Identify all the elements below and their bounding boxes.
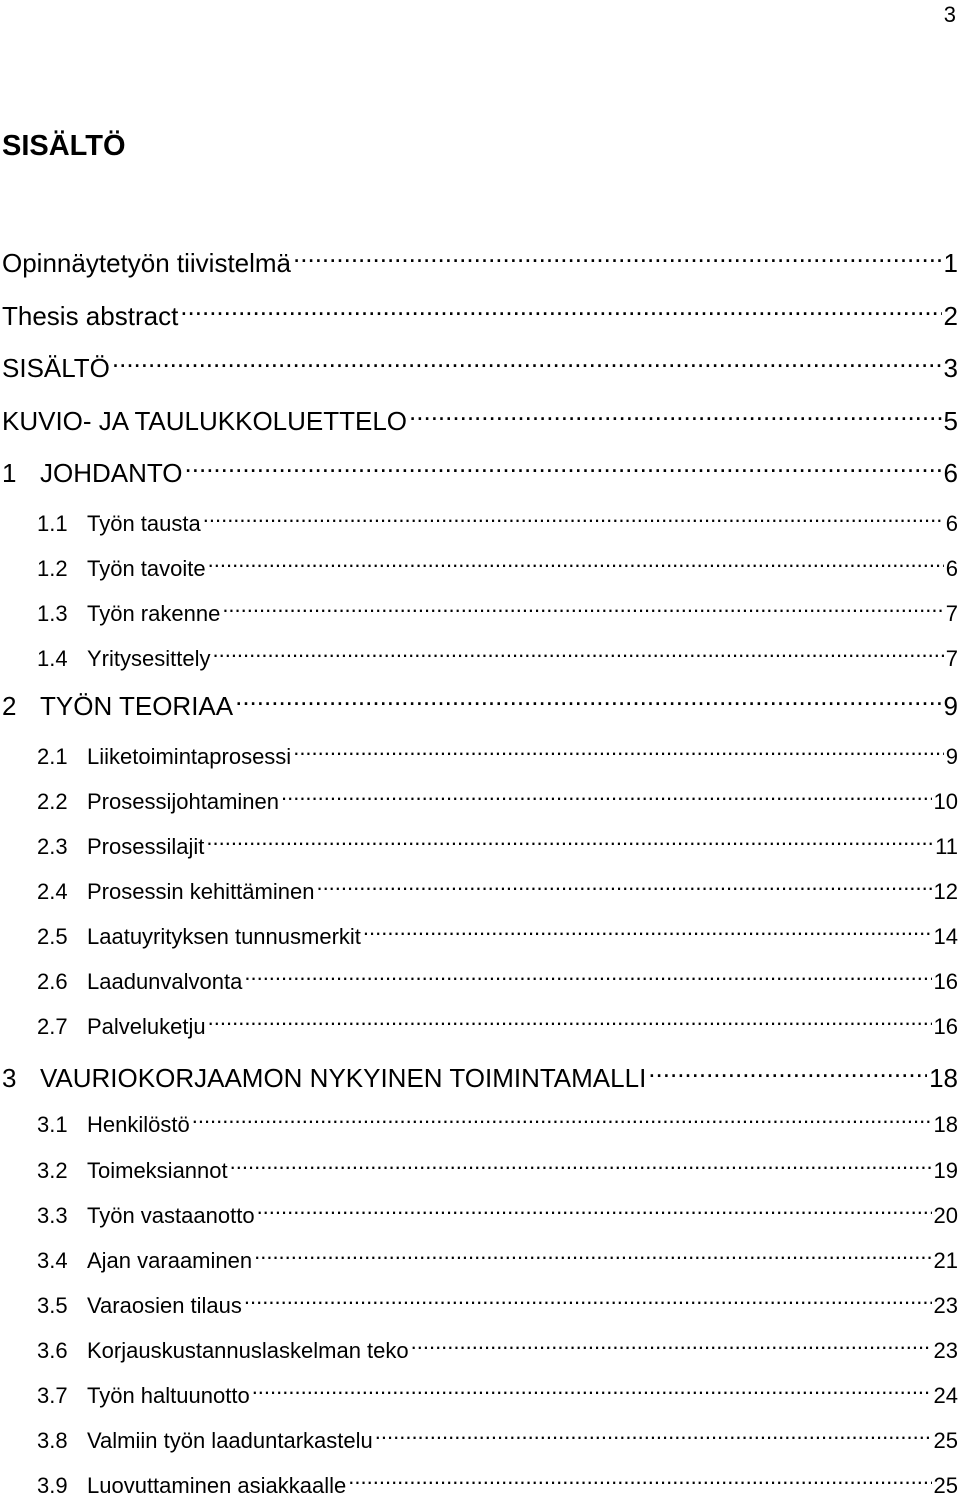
toc-page: 6 [945, 511, 958, 536]
toc-title: Varaosien tilaus [87, 1293, 242, 1318]
toc-number: 3.2 [37, 1158, 68, 1183]
toc-leader [206, 822, 933, 854]
toc-page: 21 [933, 1248, 958, 1273]
toc-entry[interactable] [0, 1100, 958, 1137]
toc-entry[interactable] [0, 234, 958, 278]
toc-leader [254, 1236, 931, 1268]
toc-page: 25 [933, 1473, 958, 1498]
toc-page: 1 [943, 248, 958, 278]
page-number: 3 [943, 2, 956, 27]
toc-number: 3 [2, 1063, 17, 1093]
toc-title: Prosessin kehittäminen [87, 879, 315, 904]
toc-entry[interactable] [0, 544, 958, 581]
toc-leader [252, 1371, 932, 1403]
toc-leader [409, 392, 942, 430]
toc-number: 3.6 [37, 1338, 68, 1363]
toc-number: 2.3 [37, 834, 68, 859]
toc-title: Laadunvalvonta [87, 969, 243, 994]
toc-number: 3.3 [37, 1203, 68, 1228]
toc-leader [363, 912, 932, 944]
toc-leader [257, 1191, 932, 1223]
toc-entry[interactable] [0, 1146, 958, 1183]
toc-leader [375, 1416, 932, 1448]
toc-leader [203, 499, 944, 531]
toc-page: 14 [933, 924, 958, 949]
toc-title: SISÄLTÖ [2, 353, 110, 383]
toc-entry[interactable] [0, 1236, 958, 1273]
toc-page: 6 [945, 556, 958, 581]
toc-number: 3.9 [37, 1473, 68, 1498]
toc-page: 7 [945, 646, 958, 671]
toc-leader [648, 1049, 927, 1087]
toc-page: 6 [943, 458, 958, 488]
toc-page: 18 [933, 1112, 958, 1137]
toc-leader [185, 444, 942, 482]
toc-leader [180, 287, 941, 325]
toc-entry[interactable] [0, 867, 958, 904]
toc-page: 18 [929, 1063, 958, 1093]
page-title: SISÄLTÖ [2, 130, 126, 162]
toc-entry[interactable] [0, 777, 958, 814]
toc-leader [293, 732, 944, 764]
toc-title: Työn haltuunotto [87, 1383, 250, 1408]
toc-number: 2.2 [37, 789, 68, 814]
toc-entry[interactable] [0, 1002, 958, 1039]
toc-page: 2 [943, 301, 958, 331]
toc-entry[interactable] [0, 339, 958, 383]
toc-page: 11 [935, 834, 958, 859]
toc-number: 3.1 [37, 1112, 68, 1137]
toc-leader [235, 677, 941, 715]
toc-entry[interactable] [0, 1416, 958, 1453]
toc-leader [281, 777, 932, 809]
toc-number: 3.8 [37, 1428, 68, 1453]
toc-leader [112, 339, 942, 377]
toc-entry[interactable] [0, 1371, 958, 1408]
toc-entry[interactable] [0, 589, 958, 626]
toc-entry[interactable] [0, 1191, 958, 1228]
toc-page: 24 [933, 1383, 958, 1408]
toc-title: Prosessilajit [87, 834, 205, 859]
toc-leader [192, 1100, 932, 1132]
toc-number: 1.3 [37, 601, 68, 626]
toc-page: 9 [945, 744, 958, 769]
toc-number: 1 [2, 458, 17, 488]
toc-number: 1.1 [37, 511, 68, 536]
toc-title: Korjauskustannuslaskelman teko [87, 1338, 409, 1363]
toc-page: 23 [933, 1293, 958, 1318]
toc-number: 2.4 [37, 879, 68, 904]
toc-title: Laatuyrityksen tunnusmerkit [87, 924, 361, 949]
toc-entry[interactable] [0, 732, 958, 769]
toc-title: TYÖN TEORIAA [40, 691, 234, 721]
toc-entry[interactable] [0, 957, 958, 994]
toc-page: 9 [943, 691, 958, 721]
toc-page: 16 [933, 1014, 958, 1039]
toc-number: 2 [2, 691, 17, 721]
toc-leader [316, 867, 931, 899]
toc-entry[interactable] [0, 1461, 958, 1498]
toc-page: 7 [945, 601, 958, 626]
toc-title: Toimeksiannot [87, 1158, 228, 1183]
toc-title: Työn rakenne [87, 601, 221, 626]
toc-number: 2.6 [37, 969, 68, 994]
toc-title: Työn vastaanotto [87, 1203, 255, 1228]
toc-number: 3.7 [37, 1383, 68, 1408]
toc-number: 1.4 [37, 646, 68, 671]
toc-title: Prosessijohtaminen [87, 789, 279, 814]
toc-leader [348, 1461, 931, 1493]
toc-title: Palveluketju [87, 1014, 206, 1039]
toc-page: 19 [933, 1158, 958, 1183]
toc-page: 16 [933, 969, 958, 994]
toc-leader [208, 544, 944, 576]
toc-title: Valmiin työn laaduntarkastelu [87, 1428, 373, 1453]
toc-page: 23 [933, 1338, 958, 1363]
toc-leader [212, 634, 943, 666]
toc-leader [222, 589, 943, 621]
toc-title: Henkilöstö [87, 1112, 190, 1137]
toc-leader [244, 1281, 932, 1313]
toc-title: Thesis abstract [2, 301, 179, 331]
toc-leader [230, 1146, 932, 1178]
toc-entry[interactable] [0, 499, 958, 536]
toc-entry[interactable] [0, 912, 958, 949]
toc-title: Liiketoimintaprosessi [87, 744, 292, 769]
toc-title: Työn tausta [87, 511, 201, 536]
toc-entry[interactable] [0, 822, 958, 859]
toc-title: VAURIOKORJAAMON NYKYINEN TOIMINTAMALLI [40, 1063, 647, 1093]
toc-page: 20 [933, 1203, 958, 1228]
toc-entry[interactable] [0, 634, 958, 671]
toc-entry[interactable] [0, 1326, 958, 1363]
toc-number: 2.7 [37, 1014, 68, 1039]
toc-page: 3 [943, 353, 958, 383]
toc-page: 10 [933, 789, 958, 814]
toc-title: Opinnäytetyön tiivistelmä [2, 248, 292, 278]
toc-entry[interactable] [0, 444, 958, 488]
toc-page: 5 [943, 406, 958, 436]
toc-page: 25 [933, 1428, 958, 1453]
toc-title: JOHDANTO [40, 458, 183, 488]
toc-number: 2.1 [37, 744, 68, 769]
toc-title: Työn tavoite [87, 556, 206, 581]
toc-title: Luovuttaminen asiakkaalle [87, 1473, 347, 1498]
toc-leader [411, 1326, 932, 1358]
toc-title: Ajan varaaminen [87, 1248, 253, 1273]
toc-number: 3.4 [37, 1248, 68, 1273]
toc-entry[interactable] [0, 677, 958, 721]
toc-entry[interactable] [0, 1049, 958, 1093]
toc-entry[interactable] [0, 287, 958, 331]
toc-entry[interactable] [0, 1281, 958, 1318]
toc-title: KUVIO- JA TAULUKKOLUETTELO [2, 406, 408, 436]
toc-leader [208, 1002, 932, 1034]
toc-entry[interactable] [0, 392, 958, 436]
toc-number: 3.5 [37, 1293, 68, 1318]
toc-number: 2.5 [37, 924, 68, 949]
toc-leader [244, 957, 931, 989]
toc-number: 1.2 [37, 556, 68, 581]
toc-leader [293, 234, 942, 272]
toc-page: 12 [933, 879, 958, 904]
toc-title: Yritysesittely [87, 646, 211, 671]
